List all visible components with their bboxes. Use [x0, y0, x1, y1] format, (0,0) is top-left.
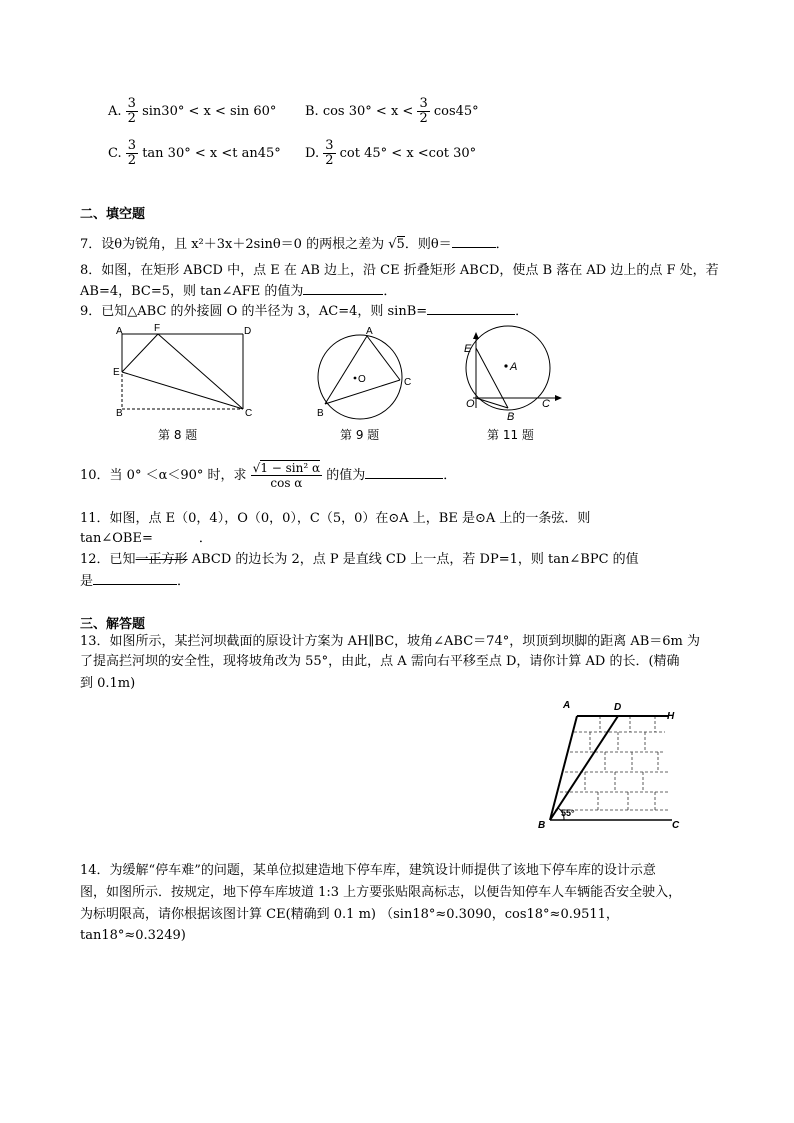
question-14-line2: 图，如图所示．按规定，地下停车库坡道 1:3 上方要张贴限高标志，以便告知停车人车辆能否安全驶入， [80, 885, 682, 900]
section-heading-solve: 三、解答题 [80, 617, 146, 632]
label-c: C [404, 377, 412, 388]
question-13-line3: 到 0.1m) [80, 676, 136, 691]
fraction: $\frac{\text{√1 − sin² α}}{\text{cos α}}$ [252, 461, 321, 490]
figure-8 [108, 322, 268, 422]
label-d: D [244, 326, 252, 337]
label-a: A [366, 326, 373, 337]
fraction: $\frac{3}{2}$ [127, 138, 137, 168]
label-f: F [154, 323, 161, 334]
choice-b: B. cos 30° < x < $\frac{3}{2}$ cos45° [305, 96, 479, 126]
label-a: A [510, 361, 518, 373]
label-a: A [116, 326, 123, 337]
answer-blank [303, 281, 383, 295]
question-11-line2: tan∠OBE= ． [80, 531, 212, 546]
question-9: 9．已知△ABC 的外接圆 O 的半径为 3，AC=4，则 sinB= ． [80, 301, 528, 320]
label-h: H [667, 711, 675, 722]
question-11-line1: 11．如图，点 E（0，4），O（0，0），C（5，0）在⊙A 上，BE 是⊙A 上的一条弦．则 [80, 511, 591, 526]
caption-figure-9: 第 9 题 [340, 428, 380, 442]
fraction: $\frac{3}{2}$ [325, 138, 334, 168]
caption-figure-8: 第 8 题 [158, 428, 198, 442]
section-heading-fill-in: 二、填空题 [80, 207, 146, 222]
fraction: $\frac{3}{2}$ [419, 96, 428, 126]
question-14-line3: 为标明限高，请你根据该图计算 CE(精确到 0.1 m) （sin18°≈0.3090，cos18°≈0.9511， [80, 907, 619, 922]
answer-blank [93, 571, 177, 585]
angle-label: 55° [561, 808, 575, 818]
question-7: 7．设θ为锐角，且 x²＋3x＋2sinθ＝0 的两根之差为 √5．则θ＝ ． [80, 234, 509, 253]
label-b: B [507, 411, 515, 422]
question-13-line2: 了提高拦河坝的安全性，现将坡角改为 55°，由此，点 A 需向右平移至点 D，请你计算 AD 的长．(精确 [80, 654, 680, 669]
answer-blank [365, 465, 443, 479]
label-d: D [614, 702, 622, 713]
label-c: C [245, 408, 253, 419]
question-10: 10．当 0° ＜α＜90° 时，求 $\frac{\text{√1 − sin² α}}{\text{cos α}}$ 的值为 ． [80, 461, 457, 490]
fraction: $\frac{3}{2}$ [127, 96, 136, 126]
answer-blank [427, 301, 515, 315]
figure-11 [458, 322, 570, 422]
label-b: B [317, 408, 324, 419]
question-8-line2: AB=4，BC=5，则 tan∠AFE 的值为 ． [80, 281, 396, 300]
label-e: E [113, 367, 120, 378]
choice-d: D. $\frac{3}{2}$ cot 45° < x <cot 30° [305, 138, 477, 168]
figure-13 [530, 700, 690, 835]
sqrt: √5 [388, 237, 405, 252]
question-12-line2: 是 ． [80, 571, 190, 590]
choice-a: A. $\frac{3}{2}$ sin30° < x < sin 60° [108, 96, 277, 126]
question-13-line1: 13．如图所示，某拦河坝截面的原设计方案为 AH∥BC，坡角∠ABC＝74°，坝顶到坝脚的距离 AB＝6m 为 [80, 634, 701, 649]
question-8-line1: 8．如图，在矩形 ABCD 中，点 E 在 AB 边上，沿 CE 折叠矩形 ABCD，使点 B 落在 AD 边上的点 F 处，若 [80, 263, 719, 278]
caption-figure-11: 第 11 题 [487, 428, 534, 442]
label-b: B [538, 820, 546, 831]
label-e: E [464, 343, 472, 355]
label-o: O [466, 398, 475, 410]
label-a: A [563, 700, 571, 711]
question-12-line1: 12．已知一正方形 ABCD 的边长为 2，点 P 是直线 CD 上一点，若 DP=1，则 tan∠BPC 的值 [80, 552, 639, 567]
label-b: B [116, 408, 123, 419]
question-14-line4: tan18°≈0.3249) [80, 928, 186, 943]
answer-blank [452, 234, 496, 248]
label-c: C [542, 398, 550, 410]
label-c: C [672, 820, 680, 831]
label-o: O [358, 374, 366, 385]
question-14-line1: 14．为缓解“停车难”的问题，某单位拟建造地下停车库，建筑设计师提供了该地下停车库的设计示意 [80, 863, 656, 878]
figure-9 [305, 322, 420, 422]
choice-c: C. $\frac{3}{2}$ tan 30° < x <t an45° [108, 138, 281, 168]
